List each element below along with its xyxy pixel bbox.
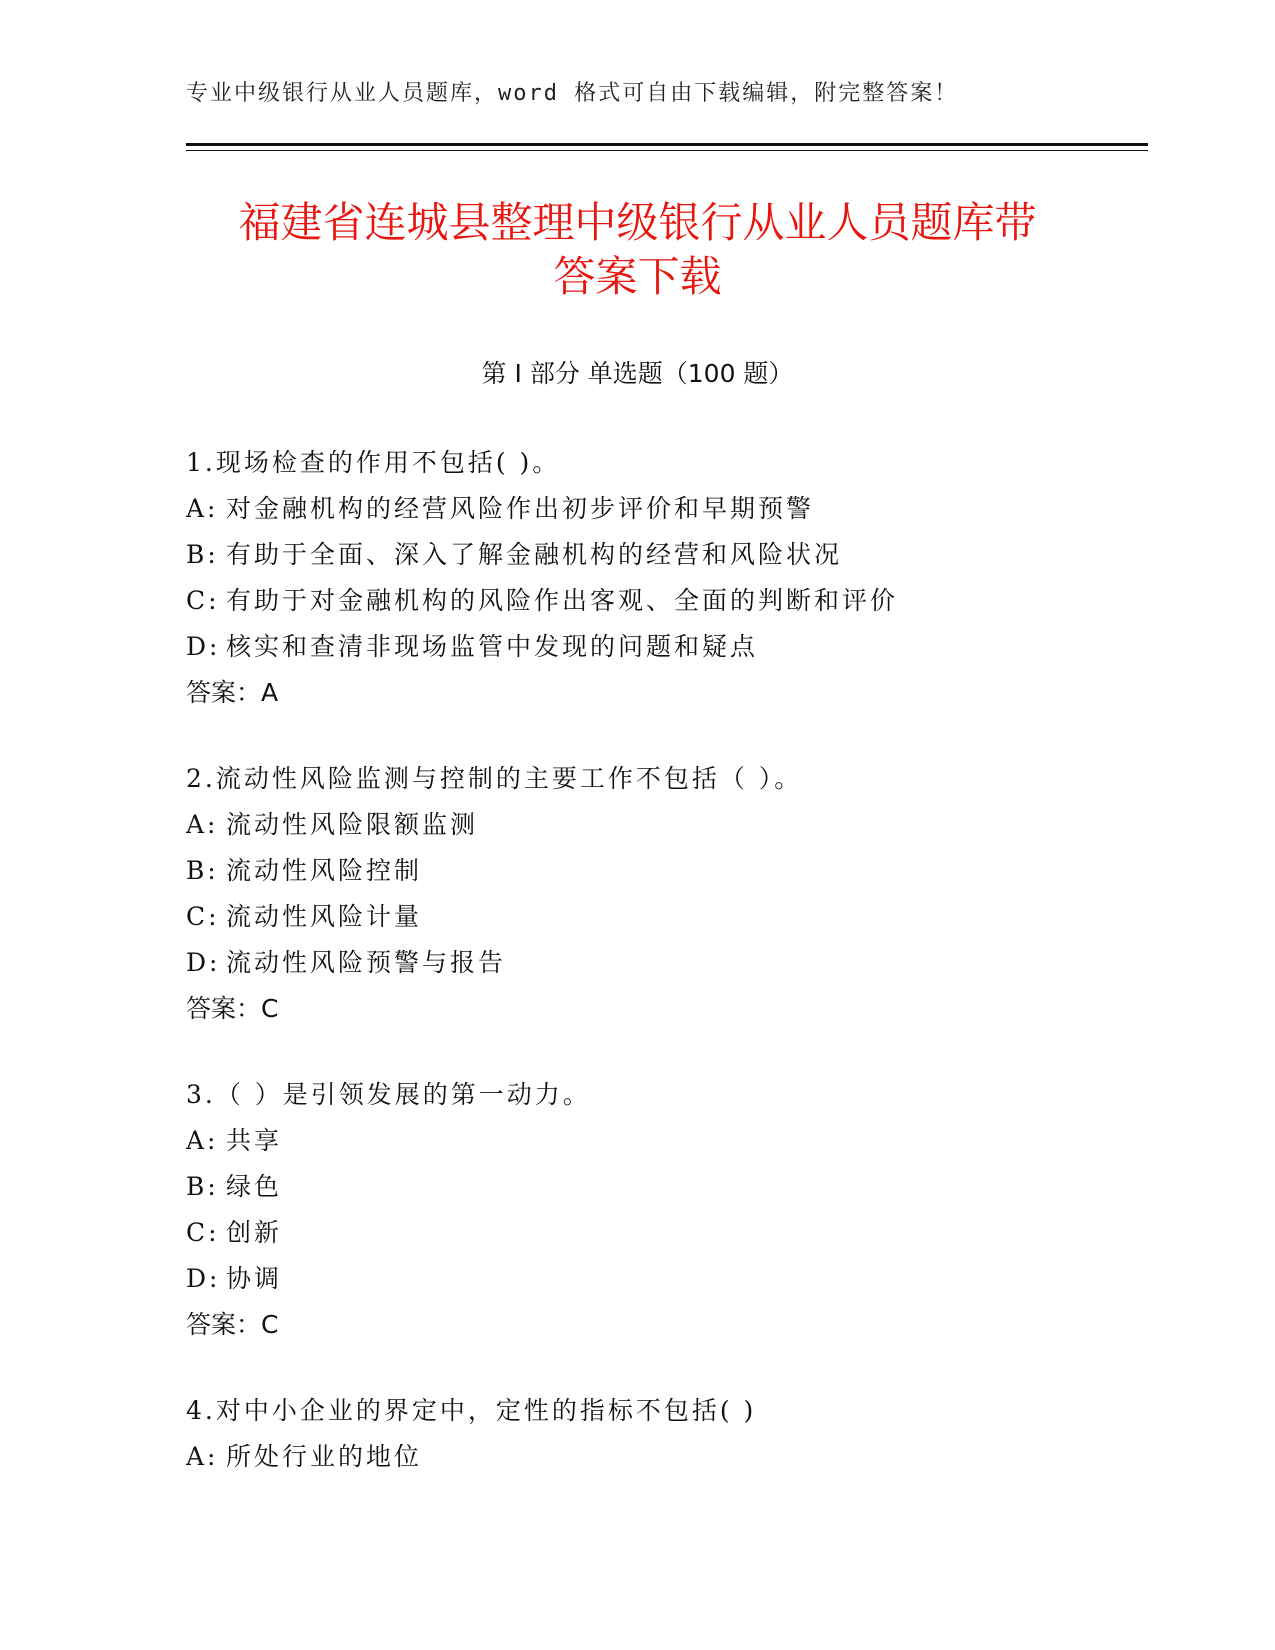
option-letter: C: [186,586,220,615]
option-b [186,532,1148,578]
question-stem: 3.（ ）是引领发展的第一动力。 [186,1080,591,1109]
option-letter: A: [186,494,219,523]
option-text: 有助于全面、深入了解金融机构的经营和风险状况 [226,540,843,569]
question-2 [186,756,1148,1032]
option-letter: B: [186,540,219,569]
option-d [186,940,1148,986]
option-text: 所处行业的地位 [226,1442,423,1471]
question-4 [186,1388,1148,1480]
option-c [186,578,1148,624]
option-letter: A: [186,810,219,839]
option-a [186,1434,1148,1480]
option-text: 对金融机构的经营风险作出初步评价和早期预警 [226,494,815,523]
header-rule-thick [186,143,1148,146]
option-text: 绿色 [226,1172,283,1201]
question-stem: 2.流动性风险监测与控制的主要工作不包括（ ）。 [186,764,803,793]
header-rule-thin [186,150,1148,151]
option-letter: A: [186,1442,219,1471]
option-letter: D: [186,1264,221,1293]
title-line-2: 答案下载 [553,252,722,301]
option-d [186,1256,1148,1302]
option-a [186,1118,1148,1164]
question-stem: 1.现场检查的作用不包括( )。 [186,448,561,477]
option-letter: C: [186,902,220,931]
option-a [186,486,1148,532]
header-note: 专业中级银行从业人员题库，word 格式可自由下载编辑，附完整答案！ [186,81,959,106]
question-stem: 4.对中小企业的界定中，定性的指标不包括( ) [186,1396,757,1425]
title-line-1: 福建省连城县整理中级银行从业人员题库带 [238,198,1037,247]
question-list [186,440,1148,1520]
option-letter: A: [186,1126,219,1155]
option-letter: B: [186,1172,219,1201]
option-text: 流动性风险预警与报告 [226,948,507,977]
option-letter: B: [186,856,219,885]
option-text: 创新 [226,1218,283,1247]
option-letter: D: [186,632,221,661]
option-text: 有助于对金融机构的风险作出客观、全面的判断和评价 [226,586,899,615]
answer: 答案：A [186,678,279,707]
option-text: 流动性风险计量 [226,902,423,931]
option-b [186,1164,1148,1210]
option-letter: D: [186,948,221,977]
document-title [150,196,1125,304]
answer: 答案：C [186,1310,279,1339]
option-d [186,624,1148,670]
option-text: 协调 [226,1264,283,1293]
option-text: 流动性风险限额监测 [226,810,479,839]
question-1 [186,440,1148,716]
option-b [186,848,1148,894]
option-text: 共享 [226,1126,283,1155]
section-title: 第 I 部分 单选题（100 题） [481,359,794,388]
option-a [186,802,1148,848]
question-3 [186,1072,1148,1348]
answer: 答案：C [186,994,279,1023]
option-letter: C: [186,1218,220,1247]
option-c [186,894,1148,940]
option-text: 核实和查清非现场监管中发现的问题和疑点 [226,632,759,661]
option-text: 流动性风险控制 [226,856,423,885]
option-c [186,1210,1148,1256]
